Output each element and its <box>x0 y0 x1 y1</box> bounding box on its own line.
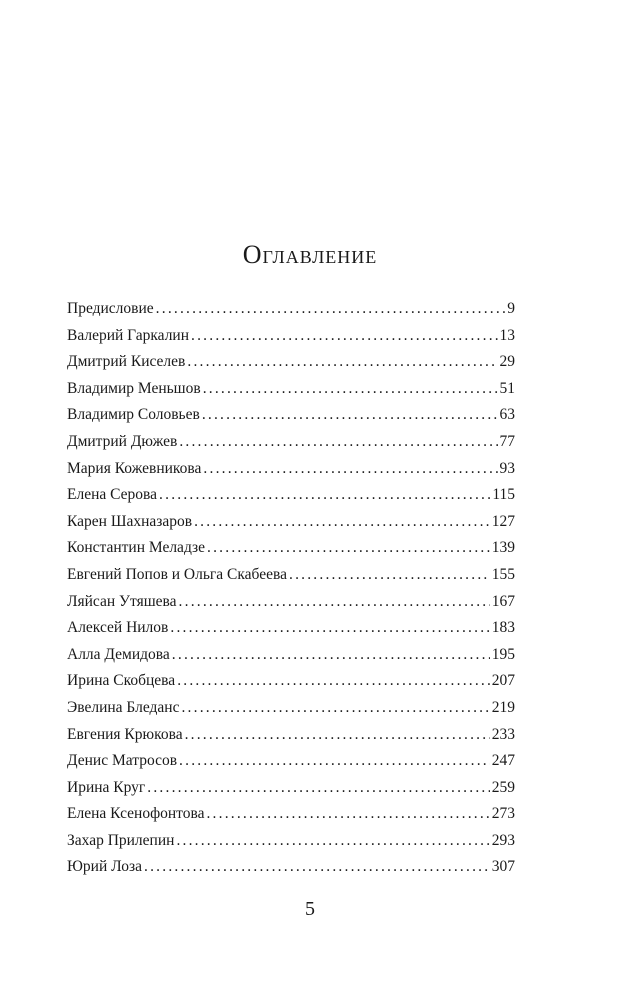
dot-leader <box>185 722 490 749</box>
toc-entry-page: 13 <box>499 326 515 344</box>
toc-entry-page: 155 <box>491 565 515 583</box>
toc-entry-page: 307 <box>491 858 515 876</box>
toc-entry-name: Ирина Скобцева <box>67 672 176 690</box>
toc-entry <box>67 642 515 669</box>
toc-entry-name: Эвелина Бледанс <box>67 698 180 716</box>
toc-entry-page: 51 <box>499 379 515 397</box>
toc-entry-page: 29 <box>499 353 515 371</box>
toc-entry-name: Владимир Меньшов <box>67 379 201 397</box>
toc-entry <box>67 429 515 456</box>
dot-leader <box>176 828 489 855</box>
dot-leader <box>179 429 497 456</box>
dot-leader <box>156 296 506 323</box>
dot-leader <box>187 349 497 376</box>
toc-entry-name: Захар Прилепин <box>67 831 175 849</box>
toc-entry-name: Дмитрий Киселев <box>67 353 186 371</box>
dot-leader <box>206 801 489 828</box>
toc-entry <box>67 775 515 802</box>
dot-leader <box>147 775 489 802</box>
toc-entry <box>67 828 515 855</box>
toc-entry <box>67 748 515 775</box>
toc-entry-page: 77 <box>499 432 515 450</box>
toc-entry-page: 293 <box>491 831 515 849</box>
dot-leader <box>170 615 489 642</box>
dot-leader <box>179 748 490 775</box>
toc-entry-name: Евгений Попов и Ольга Скабеева <box>67 565 287 583</box>
toc-entry-page: 207 <box>491 672 515 690</box>
toc-entry <box>67 562 515 589</box>
dot-leader <box>194 509 490 536</box>
toc-entry <box>67 482 515 509</box>
toc-entry-name: Алексей Нилов <box>67 619 169 637</box>
toc-entry-name: Валерий Гаркалин <box>67 326 190 344</box>
toc-entry-name: Алла Демидова <box>67 645 170 663</box>
dot-leader <box>179 589 490 616</box>
toc-entry <box>67 349 515 376</box>
toc-entry-page: 247 <box>491 752 515 770</box>
dot-leader <box>207 535 490 562</box>
toc-entry <box>67 668 515 695</box>
toc-entry <box>67 722 515 749</box>
toc-entry-name: Константин Меладзе <box>67 539 206 557</box>
toc-entry-name: Денис Матросов <box>67 752 178 770</box>
toc-entry-name: Карен Шахназаров <box>67 512 193 530</box>
toc-entry <box>67 296 515 323</box>
toc-entry-page: 273 <box>491 805 515 823</box>
toc-entry <box>67 402 515 429</box>
toc-entry-page: 219 <box>491 698 515 716</box>
toc-entry-page: 233 <box>491 725 515 743</box>
toc-list <box>67 296 515 881</box>
toc-entry <box>67 535 515 562</box>
page-number: 5 <box>305 898 315 920</box>
dot-leader <box>202 402 498 429</box>
dot-leader <box>191 323 497 350</box>
toc-entry <box>67 376 515 403</box>
toc-entry <box>67 854 515 881</box>
toc-entry-page: 167 <box>491 592 515 610</box>
toc-entry-page: 127 <box>491 512 515 530</box>
dot-leader <box>289 562 490 589</box>
dot-leader <box>172 642 490 669</box>
toc-entry-page: 259 <box>491 778 515 796</box>
toc-entry-name: Юрий Лоза <box>67 858 143 876</box>
toc-entry-name: Елена Серова <box>67 486 158 504</box>
toc-entry <box>67 589 515 616</box>
toc-entry-page: 115 <box>492 486 515 504</box>
dot-leader <box>203 376 498 403</box>
toc-entry-name: Владимир Соловьев <box>67 406 200 424</box>
toc-entry-name: Ирина Круг <box>67 778 146 796</box>
toc-entry-name: Елена Ксенофонтова <box>67 805 205 823</box>
toc-entry-name: Дмитрий Дюжев <box>67 432 178 450</box>
dot-leader <box>181 695 489 722</box>
toc-title: Оглавление <box>242 240 378 269</box>
toc-entry-page: 139 <box>491 539 515 557</box>
toc-entry <box>67 323 515 350</box>
toc-entry-page: 9 <box>507 300 515 317</box>
toc-entry <box>67 509 515 536</box>
toc-entry <box>67 801 515 828</box>
toc-entry <box>67 456 515 483</box>
toc-entry-name: Ляйсан Утяшева <box>67 592 177 610</box>
toc-entry <box>67 695 515 722</box>
dot-leader <box>177 668 490 695</box>
toc-entry-name: Мария Кожевникова <box>67 459 202 477</box>
toc-entry-page: 183 <box>491 619 515 637</box>
dot-leader <box>159 482 490 509</box>
toc-entry-page: 93 <box>499 459 515 477</box>
toc-entry-page: 195 <box>491 645 515 663</box>
toc-entry-name: Евгения Крюкова <box>67 725 183 743</box>
toc-entry-page: 63 <box>499 406 515 424</box>
toc-entry-name: Предисловие <box>67 300 154 317</box>
dot-leader <box>203 456 497 483</box>
dot-leader <box>144 854 490 881</box>
toc-entry <box>67 615 515 642</box>
